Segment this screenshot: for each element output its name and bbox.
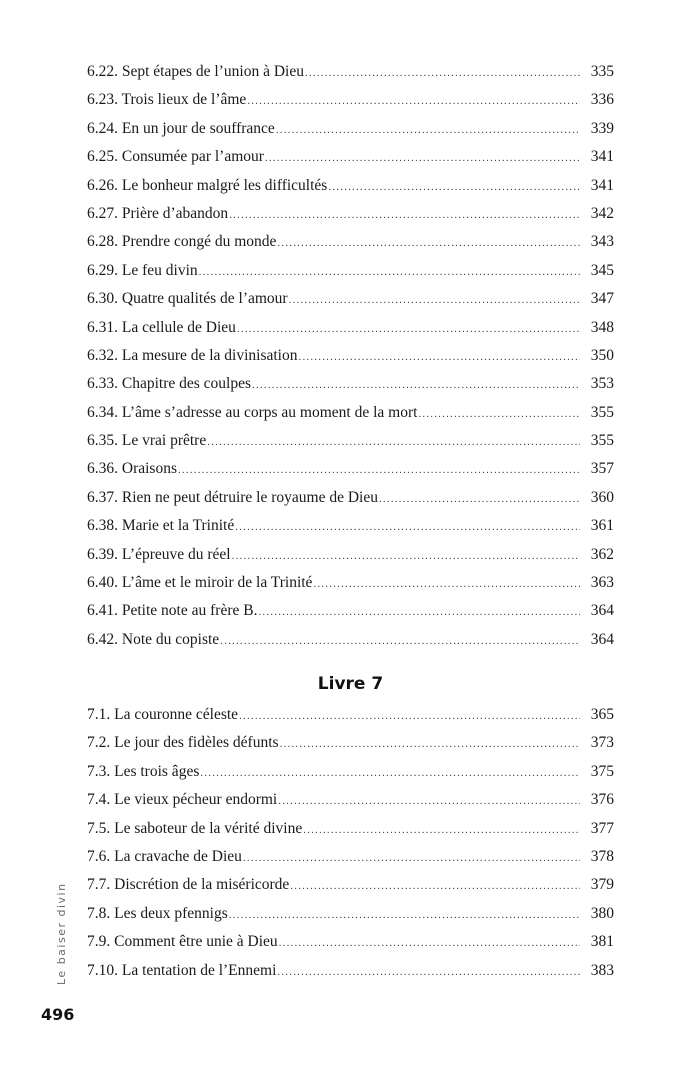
- dot-leader: [200, 759, 580, 787]
- toc-entry: [87, 729, 614, 757]
- toc-entry-page: 336: [590, 91, 614, 109]
- toc-entry-title: 6.23. Trois lieux de l’âme: [87, 91, 247, 109]
- toc-entry-title: 7.8. Les deux pfennigs: [87, 904, 228, 922]
- toc-entry: [87, 427, 614, 455]
- toc-entry: [87, 928, 614, 956]
- toc-list-book-6: [87, 58, 614, 654]
- toc-entry-title: 7.4. Le vieux pécheur endormi: [87, 791, 278, 809]
- toc-entry-title: 6.25. Consumée par l’amour: [87, 148, 264, 166]
- toc-entry-title: 6.30. Quatre qualités de l’amour: [87, 290, 288, 308]
- toc-entry-title: 7.10. La tentation de l’Ennemi: [87, 961, 277, 979]
- toc-entry-title: 6.35. Le vrai prêtre: [87, 432, 207, 450]
- dot-leader: [247, 87, 580, 115]
- toc-entry-title: 7.9. Comment être unie à Dieu: [87, 933, 278, 951]
- toc-entry-page: 360: [590, 488, 614, 506]
- toc-entry: [87, 285, 614, 313]
- toc-entry: [87, 569, 614, 597]
- toc-entry: [87, 758, 614, 786]
- dot-leader: [229, 901, 580, 929]
- toc-entry: [87, 370, 614, 398]
- toc-entry-page: 378: [590, 847, 614, 865]
- toc-entry-page: 379: [590, 876, 614, 894]
- toc-entry: [87, 701, 614, 729]
- toc-entry-page: 350: [590, 346, 614, 364]
- toc-entry-title: 7.7. Discrétion de la miséricorde: [87, 876, 290, 894]
- dot-leader: [207, 428, 580, 456]
- dot-leader: [276, 116, 580, 144]
- toc-entry-page: 341: [590, 176, 614, 194]
- dot-leader: [289, 286, 580, 314]
- dot-leader: [239, 702, 580, 730]
- toc-entry-page: 377: [590, 819, 614, 837]
- toc-entry: [87, 257, 614, 285]
- toc-entry: [87, 541, 614, 569]
- toc-entry-page: 381: [590, 933, 614, 951]
- toc-entry: [87, 786, 614, 814]
- dot-leader: [232, 542, 580, 570]
- toc-entry-title: 6.31. La cellule de Dieu: [87, 318, 236, 336]
- toc-entry: [87, 314, 614, 342]
- toc-entry: [87, 900, 614, 928]
- toc-entry: [87, 172, 614, 200]
- toc-entry: [87, 228, 614, 256]
- toc-entry-page: 383: [590, 961, 614, 979]
- toc-entry: [87, 597, 614, 625]
- toc-entry-title: 6.28. Prendre congé du monde: [87, 233, 277, 251]
- toc-entry-page: 342: [590, 204, 614, 222]
- toc-entry-page: 345: [590, 261, 614, 279]
- toc-entry-title: 6.32. La mesure de la divinisation: [87, 346, 298, 364]
- toc-entry-page: 376: [590, 791, 614, 809]
- toc-entry: [87, 957, 614, 985]
- dot-leader: [277, 229, 580, 257]
- toc-entry: [87, 484, 614, 512]
- dot-leader: [265, 144, 580, 172]
- toc-entry-page: 365: [590, 706, 614, 723]
- toc-entry-page: 348: [590, 318, 614, 336]
- section-heading-livre-7: Livre 7: [317, 674, 384, 694]
- page-number: 496: [41, 1005, 75, 1024]
- toc-entry-page: 361: [590, 517, 614, 535]
- toc-entry-title: 6.40. L’âme et le miroir de la Trinité: [87, 574, 313, 592]
- toc-entry-title: 6.39. L’épreuve du réel: [87, 545, 231, 563]
- dot-leader: [279, 929, 580, 957]
- toc-entry: [87, 115, 614, 143]
- dot-leader: [328, 173, 580, 201]
- toc-entry-page: 380: [590, 904, 614, 922]
- dot-leader: [379, 485, 580, 513]
- dot-leader: [303, 816, 580, 844]
- toc-entry-page: 364: [590, 630, 614, 648]
- dot-leader: [313, 570, 580, 598]
- dot-leader: [178, 456, 580, 484]
- toc-entry-title: 6.42. Note du copiste: [87, 630, 220, 648]
- dot-leader: [199, 258, 580, 286]
- dot-leader: [252, 371, 580, 399]
- toc-entry-title: 6.34. L’âme s’adresse au corps au moment de la mort: [87, 403, 418, 421]
- dot-leader: [418, 400, 580, 428]
- toc-entry-title: 7.2. Le jour des fidèles défunts: [87, 734, 279, 752]
- toc-entry: [87, 86, 614, 114]
- toc-entry: [87, 399, 614, 427]
- toc-entry-page: 347: [590, 290, 614, 308]
- dot-leader: [299, 343, 581, 371]
- dot-leader: [280, 730, 580, 758]
- dot-leader: [220, 627, 580, 655]
- toc-entry-page: 355: [590, 432, 614, 450]
- dot-leader: [278, 787, 580, 815]
- toc-entry-title: 6.41. Petite note au frère B.: [87, 602, 258, 620]
- toc-entry: [87, 342, 614, 370]
- toc-entry-title: 7.1. La couronne céleste: [87, 706, 239, 723]
- toc-entry-title: 7.3. Les trois âges: [87, 762, 200, 780]
- toc-entry: [87, 626, 614, 654]
- toc-entry-title: 6.27. Prière d’abandon: [87, 204, 229, 222]
- toc-entry-title: 6.38. Marie et la Trinité: [87, 517, 235, 535]
- toc-entry: [87, 512, 614, 540]
- toc-entry-title: 6.26. Le bonheur malgré les difficultés: [87, 176, 328, 194]
- toc-entry-page: 362: [590, 545, 614, 563]
- toc-entry: [87, 815, 614, 843]
- dot-leader: [229, 201, 580, 229]
- toc-entry-page: 373: [590, 734, 614, 752]
- toc-entry-title: 6.24. En un jour de souffrance: [87, 119, 275, 137]
- toc-entry-page: 355: [590, 403, 614, 421]
- toc-entry: [87, 455, 614, 483]
- toc-entry-title: 6.37. Rien ne peut détruire le royaume de Dieu: [87, 488, 378, 506]
- toc-entry-page: 339: [590, 119, 614, 137]
- toc-entry: [87, 843, 614, 871]
- dot-leader: [237, 315, 580, 343]
- toc-entry-title: 6.29. Le feu divin: [87, 261, 198, 279]
- toc-entry-page: 375: [590, 762, 614, 780]
- dot-leader: [290, 872, 580, 900]
- toc-list-book-7: [87, 701, 614, 985]
- toc-entry: [87, 871, 614, 899]
- dot-leader: [243, 844, 580, 872]
- toc-entry: [87, 58, 614, 86]
- toc-entry-page: 343: [590, 233, 614, 251]
- running-head: Le baiser divin: [55, 882, 68, 985]
- toc-entry: [87, 200, 614, 228]
- toc-entry-title: 6.36. Oraisons: [87, 460, 177, 478]
- toc-entry-title: 6.33. Chapitre des coulpes: [87, 375, 252, 393]
- toc-entry-title: 6.22. Sept étapes de l’union à Dieu: [87, 63, 304, 80]
- dot-leader: [305, 59, 580, 87]
- toc-entry-page: 364: [590, 602, 614, 620]
- dot-leader: [277, 958, 580, 986]
- toc-entry-title: 7.5. Le saboteur de la vérité divine: [87, 819, 303, 837]
- toc-entry-page: 335: [590, 63, 614, 80]
- toc-entry-page: 341: [590, 148, 614, 166]
- dot-leader: [235, 513, 580, 541]
- toc-entry-title: 7.6. La cravache de Dieu: [87, 847, 242, 865]
- toc-entry-page: 357: [590, 460, 614, 478]
- toc-entry-page: 353: [590, 375, 614, 393]
- dot-leader: [258, 598, 580, 626]
- toc-entry-page: 363: [590, 574, 614, 592]
- toc-entry: [87, 143, 614, 171]
